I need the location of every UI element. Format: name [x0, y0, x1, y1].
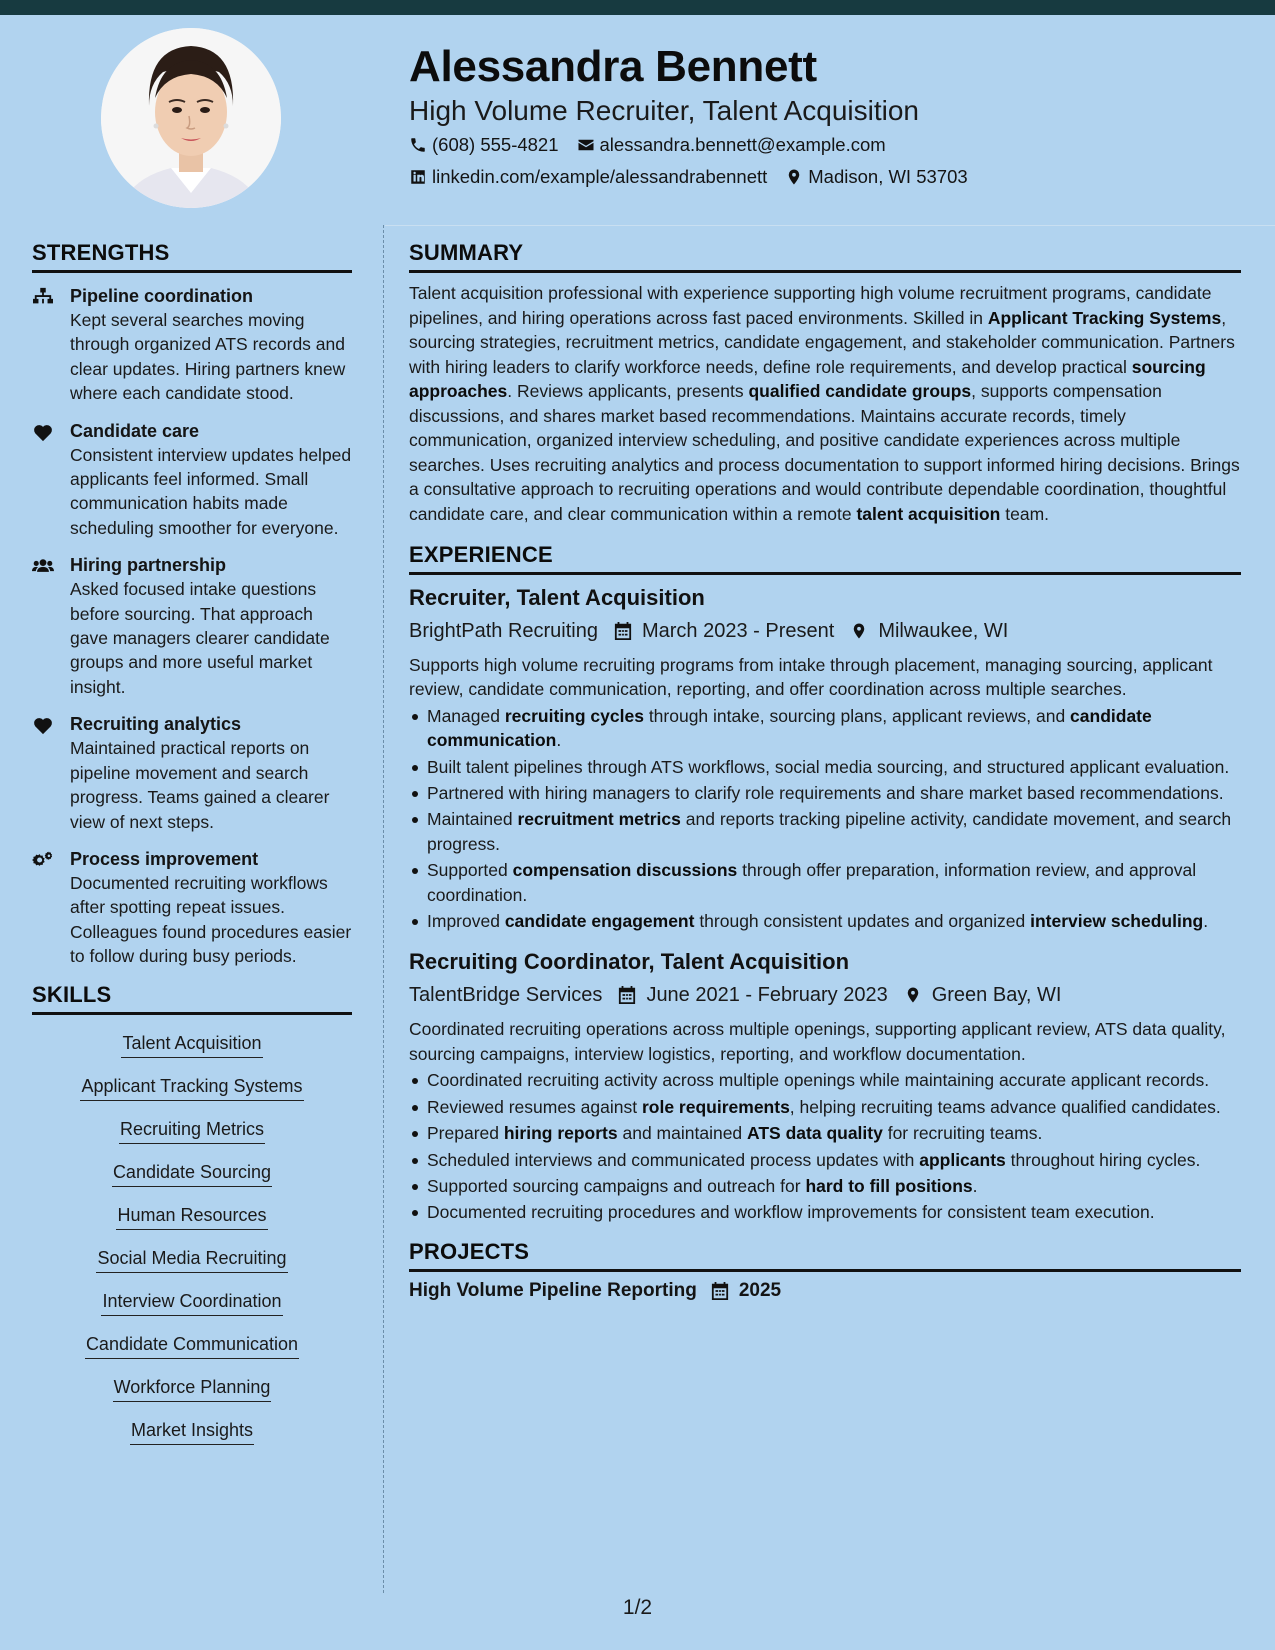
bullet-item: Partnered with hiring managers to clarify role requirements and share market based recommendations.: [409, 781, 1241, 805]
skill-tag: Workforce Planning: [113, 1376, 272, 1402]
skills-section: [32, 982, 352, 1445]
contact-row-2: [409, 166, 986, 188]
map-pin-icon: [850, 621, 868, 641]
job-description: Supports high volume recruiting programs from intake through placement, managing sourcing, applicant review, candidate communication, reporting, and offer coordination across multiple searches.: [409, 655, 1213, 700]
column-divider: [383, 225, 384, 1593]
strength-title: Candidate care: [70, 420, 200, 441]
gears-icon: [32, 850, 54, 870]
location-text: Madison, WI 53703: [808, 166, 968, 187]
project-year: 2025: [738, 1279, 782, 1301]
job-bullets: [409, 1068, 1241, 1224]
bold-phrase: qualified candidate groups: [748, 381, 972, 401]
strength-title: Pipeline coordination: [70, 286, 254, 306]
bold-phrase: Applicant Tracking Systems: [987, 307, 1222, 328]
strength-text: Maintained practical reports on pipeline movement and search progress. Teams gained a clearer view of next steps.: [70, 738, 330, 832]
job-dates: June 2021 - February 2023: [646, 984, 888, 1007]
contact-row-1: [409, 134, 904, 156]
job-description: Coordinated recruiting operations across multiple openings, supporting applicant review, ATS data quality, sourcing campaigns, interview logistics, reporting, and workflow documentation.: [409, 1019, 1226, 1064]
bullet-item: Reviewed resumes against role requirements, helping recruiting teams advance qualified candidates.: [409, 1095, 1241, 1119]
email-text: alessandra.bennett@example.com: [599, 134, 886, 155]
projects-heading: PROJECTS: [409, 1239, 1241, 1272]
phone-text: (608) 555-4821: [432, 134, 559, 155]
envelope-icon: [577, 136, 595, 154]
sitemap-icon: [32, 287, 54, 307]
bold-phrase: role requirements: [641, 1096, 790, 1117]
strength-title: Process improvement: [70, 848, 259, 869]
heart-icon: [32, 715, 54, 735]
strength-text: Kept several searches moving through organized ATS records and clear updates. Hiring partners knew where each candidate stood.: [70, 310, 346, 404]
phone-contact[interactable]: [409, 134, 559, 156]
map-pin-icon: [785, 168, 803, 186]
project-item: [409, 1280, 1241, 1302]
bold-phrase: ATS data quality: [747, 1123, 883, 1144]
job-entry: [409, 947, 1241, 1224]
map-pin-icon: [904, 985, 922, 1005]
strength-title: Recruiting analytics: [70, 714, 242, 735]
skill-tag: Candidate Communication: [85, 1333, 299, 1359]
bold-phrase: applicants: [919, 1149, 1006, 1170]
strength-item: [32, 553, 352, 699]
skill-tag: Candidate Sourcing: [112, 1161, 272, 1187]
bullet-item: Supported compensation discussions through offer preparation, information review, and approval coordination.: [409, 858, 1241, 907]
bold-phrase: talent acquisition: [856, 503, 1001, 524]
bullet-item: Prepared hiring reports and maintained ATS data quality for recruiting teams.: [409, 1121, 1241, 1145]
skill-tag: Recruiting Metrics: [119, 1118, 265, 1144]
bold-phrase: interview scheduling: [1030, 911, 1204, 932]
summary-text: Talent acquisition professional with experience supporting high volume recruitment programs, candidate pipelines, and hiring operations across fast paced environments. Skilled in Applicant Tracking Systems, sourcing strategies, recruitment metrics, candidate engagement, and stakeholder communication. Partners with hiring leaders to clarify workforce needs, define role requirements, and develop practical sourcing approaches. Reviews applicants, presents qualified candidate groups, supports compensation discussions, and shares market based recommendations. Maintains accurate records, timely communication, organized interview scheduling, and positive candidate experiences across multiple searches. Uses recruiting analytics and process documentation to support informed hiring decisions. Brings a consultative approach to recruiting operations and would contribute dependable coordination, thoughtful candidate care, and clear communication within a remote talent acquisition team.: [409, 283, 1240, 524]
bold-phrase: sourcing approaches: [409, 356, 1206, 401]
calendar-icon: [614, 621, 632, 641]
bold-phrase: compensation discussions: [512, 860, 738, 881]
location-contact: [785, 166, 967, 188]
profile-photo: [101, 28, 281, 208]
job-location: Green Bay, WI: [931, 984, 1062, 1007]
job-company: TalentBridge Services: [409, 984, 603, 1007]
calendar-icon: [618, 985, 636, 1005]
job-company: BrightPath Recruiting: [409, 620, 598, 642]
project-name: High Volume Pipeline Reporting: [409, 1279, 697, 1301]
candidate-title: High Volume Recruiter, Talent Acquisition: [409, 95, 919, 126]
strength-text: Asked focused intake questions before sourcing. That approach gave managers clearer candidate groups and more useful market insight.: [70, 579, 330, 697]
job-title: Recruiting Coordinator, Talent Acquisition: [409, 949, 850, 975]
linkedin-icon: [409, 168, 427, 186]
strength-item: [32, 419, 352, 541]
strength-item: [32, 284, 352, 406]
bullet-item: Improved candidate engagement through consistent updates and organized interview scheduling.: [409, 909, 1241, 933]
bold-phrase: hiring reports: [503, 1123, 618, 1144]
bold-phrase: recruiting cycles: [504, 705, 644, 726]
job-entry: [409, 583, 1241, 933]
skill-tag: Talent Acquisition: [121, 1032, 262, 1058]
bullet-item: Scheduled interviews and communicated process updates with applicants throughout hiring cycles.: [409, 1148, 1241, 1172]
linkedin-contact[interactable]: [409, 166, 767, 188]
users-icon: [32, 556, 54, 576]
job-bullets: [409, 704, 1241, 934]
job-meta: [409, 981, 1241, 1009]
strength-title: Hiring partnership: [70, 555, 227, 576]
job-meta: [409, 617, 1241, 645]
skills-heading: SKILLS: [32, 982, 352, 1015]
calendar-icon: [711, 1281, 729, 1301]
phone-icon: [409, 136, 427, 154]
top-bar: [0, 0, 1275, 15]
bold-phrase: recruitment metrics: [517, 809, 681, 830]
strengths-heading: STRENGTHS: [32, 240, 352, 273]
page-number: 1/2: [622, 1596, 653, 1619]
bullet-item: Coordinated recruiting activity across multiple openings while maintaining accurate applicant records.: [409, 1068, 1241, 1092]
strength-text: Documented recruiting workflows after spotting repeat issues. Colleagues found procedures easier to follow during busy periods.: [70, 872, 352, 967]
skill-tag: Social Media Recruiting: [96, 1247, 287, 1273]
strength-item: [32, 847, 352, 969]
linkedin-text: linkedin.com/example/alessandrabennett: [432, 166, 768, 187]
job-title: Recruiter, Talent Acquisition: [409, 585, 705, 610]
bold-phrase: candidate communication: [427, 705, 1152, 751]
left-column: [32, 240, 352, 1462]
header-rule: [385, 225, 1275, 226]
email-contact[interactable]: [577, 134, 886, 156]
bullet-item: Documented recruiting procedures and workflow improvements for consistent team execution.: [409, 1200, 1241, 1224]
strength-item: [32, 712, 352, 834]
candidate-name: Alessandra Bennett: [409, 42, 817, 91]
bullet-item: Supported sourcing campaigns and outreach for hard to fill positions.: [409, 1174, 1241, 1198]
skill-tag: Human Resources: [116, 1204, 267, 1230]
heart-icon: [32, 422, 54, 442]
bullet-item: Maintained recruitment metrics and reports tracking pipeline activity, candidate movement, and search progress.: [409, 807, 1241, 856]
job-location: Milwaukee, WI: [878, 620, 1009, 642]
job-dates: March 2023 - Present: [641, 620, 835, 642]
summary-heading: SUMMARY: [409, 240, 1241, 273]
bullet-item: Built talent pipelines through ATS workflows, social media sourcing, and structured applicant evaluation.: [409, 755, 1241, 779]
skill-tag: Market Insights: [130, 1419, 254, 1445]
bullet-item: Managed recruiting cycles through intake, sourcing plans, applicant reviews, and candidate communication.: [409, 704, 1241, 753]
right-column: [409, 240, 1241, 1302]
bold-phrase: candidate engagement: [504, 911, 695, 932]
skill-tag: Interview Coordination: [101, 1290, 282, 1316]
bold-phrase: hard to fill positions: [805, 1175, 973, 1196]
skill-tag: Applicant Tracking Systems: [80, 1075, 303, 1101]
experience-heading: EXPERIENCE: [409, 542, 1241, 575]
strength-text: Consistent interview updates helped applicants feel informed. Small communication habits made scheduling smoother for everyone.: [70, 444, 352, 538]
